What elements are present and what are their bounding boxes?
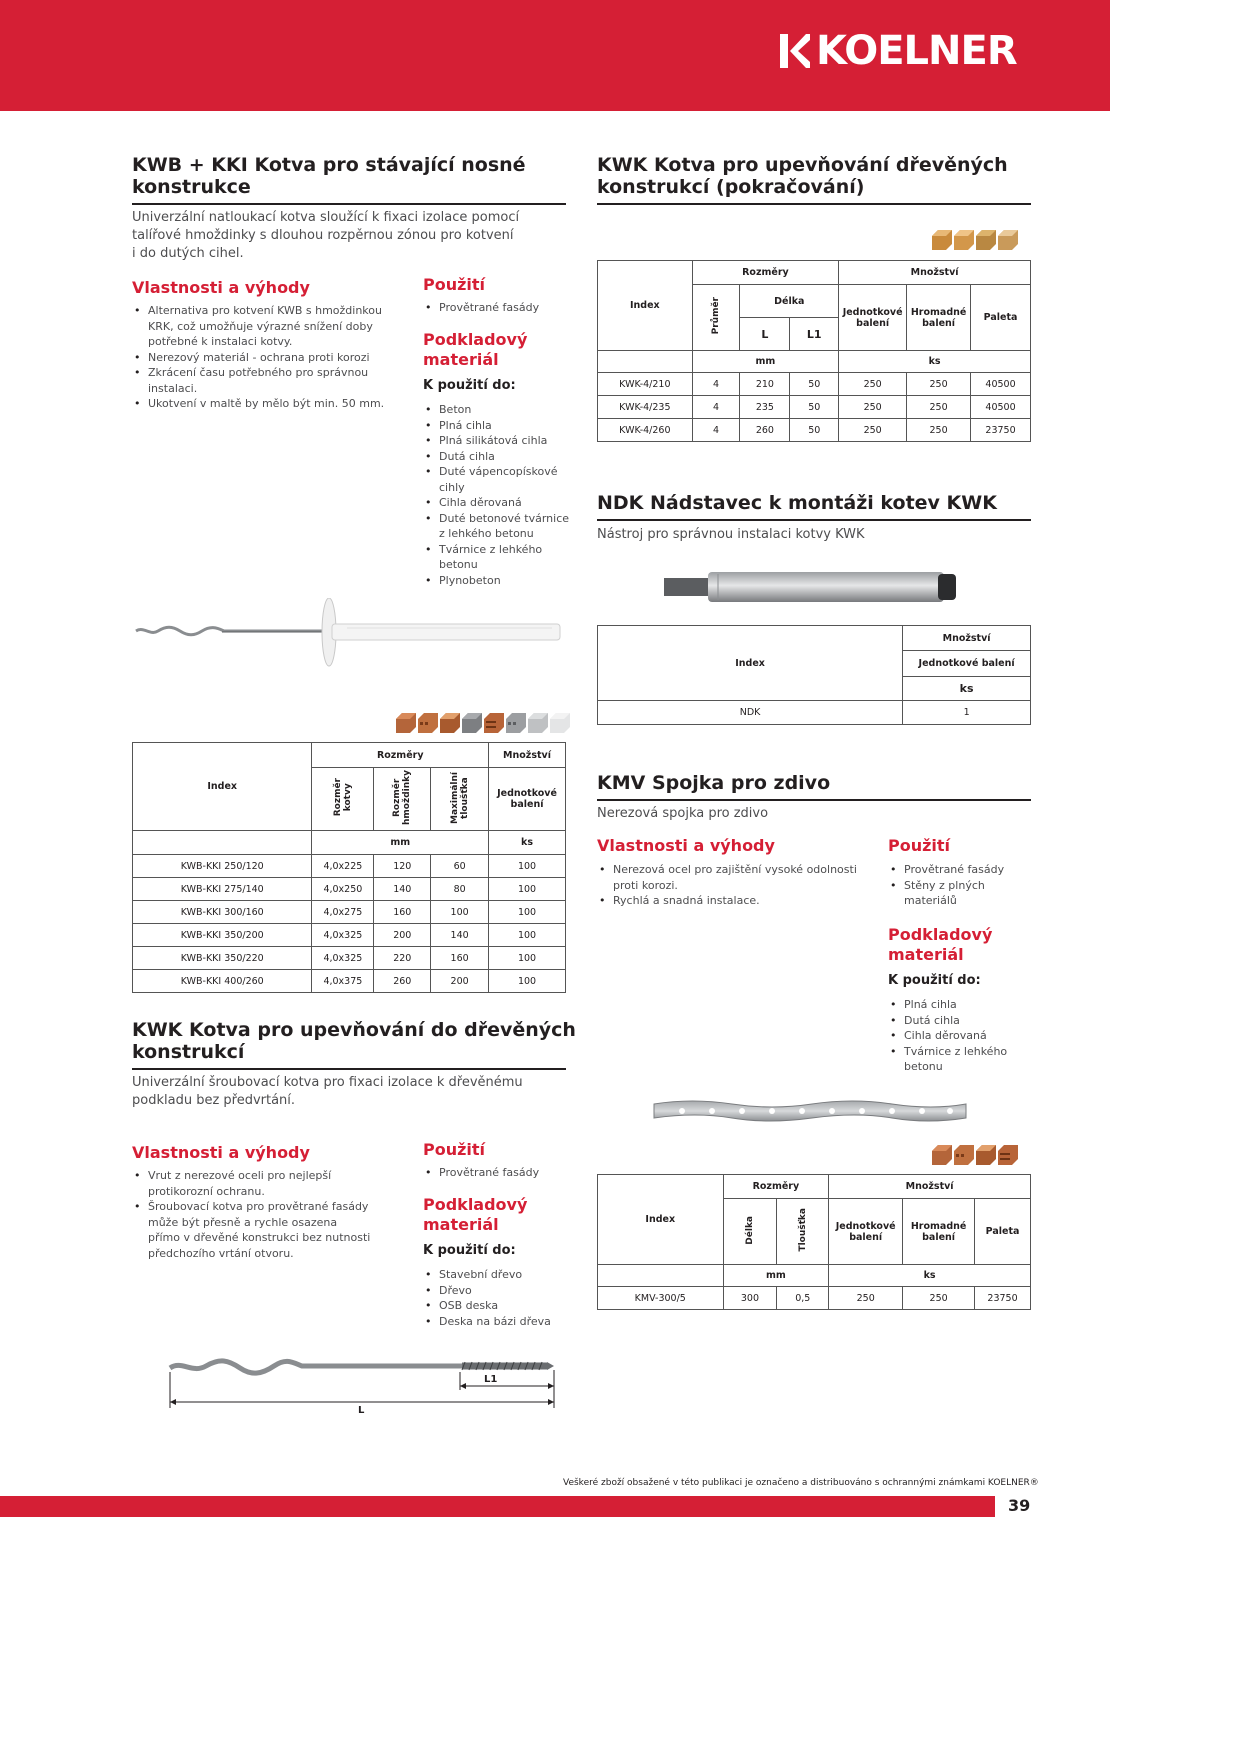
trademark-footnote: Veškeré zboží obsažené v této publikaci je označeno a distribuováno s ochrannými známkami KOELNER® — [563, 1478, 1039, 1488]
kwb-title-line2: konstrukce — [132, 176, 251, 198]
list-item: materiálů — [904, 894, 957, 907]
perforated-brick-icon — [440, 713, 460, 733]
unit-ks: ks — [839, 351, 1031, 373]
list-item: z lehkého betonu — [439, 527, 534, 540]
kwb-props-list — [132, 303, 384, 412]
kwk-title-line1: KWK Kotva pro upevňování do dřevěných — [132, 1019, 576, 1041]
col-header-quantity: Množství — [839, 261, 1031, 285]
header-bar — [0, 0, 1110, 111]
kwk-cont-title-line2: konstrukcí (pokračování) — [597, 176, 865, 198]
kwb-lead-2: talířové hmoždinky s dlouhou rozpěrnou zónou pro kotvení — [132, 228, 514, 243]
kwk-cont-title-rule — [597, 203, 1031, 205]
list-item: betonu — [439, 558, 478, 571]
kwk-props-heading: Vlastnosti a výhody — [132, 1143, 310, 1162]
kwb-lead-3: i do dutých cihel. — [132, 246, 244, 261]
table-row: KWK-4/210 4 210 50 250 250 40500 — [598, 373, 1031, 396]
col-header-diameter: Průměr — [692, 285, 740, 351]
list-item: může být přesně a rychle osazena — [148, 1215, 338, 1229]
list-item: potřebné k instalaci kotvy. — [148, 335, 293, 348]
hollow-brick-icon — [954, 1145, 974, 1165]
table-row: KWB-KKI 300/160 4,0x275 160 100 100 — [133, 901, 566, 924]
kmv-table — [597, 1174, 1031, 1310]
kwb-substrate-for: K použití do: — [423, 378, 516, 393]
kwb-substrate-list — [423, 402, 569, 588]
ndk-tool-image — [662, 568, 958, 608]
kmv-substrate-heading-1: Podkladový — [888, 925, 993, 944]
col-header-dowel-size: Rozměr hmoždinky — [374, 768, 431, 831]
brand-name: KOELNER — [816, 28, 1017, 74]
list-item: proti korozi. — [613, 878, 678, 892]
unit-mm: mm — [692, 351, 838, 373]
koelner-k-icon — [780, 32, 810, 70]
col-header-thickness: Tloušťka — [777, 1199, 829, 1265]
col-header-bulk-pack: Hromadné balení — [907, 285, 971, 351]
aerated-concrete-icon — [550, 713, 570, 733]
col-header-quantity: Množství — [489, 743, 566, 768]
list-item: • Cihla děrovaná — [888, 1028, 1007, 1044]
list-item: • Stěny z plných — [888, 878, 1004, 894]
kmv-substrate-heading-2: materiál — [888, 945, 964, 964]
col-header-length: Délka — [723, 1199, 777, 1265]
col-header-quantity: Množství — [829, 1175, 1031, 1199]
koelner-logo — [780, 30, 1017, 72]
kmv-props-heading: Vlastnosti a výhody — [597, 836, 775, 855]
kwb-title-rule — [132, 203, 566, 205]
list-item: předchozího vrtání otvoru. — [148, 1246, 294, 1260]
unit-ks: ks — [903, 677, 1031, 701]
concrete-icon — [462, 713, 482, 733]
kwk-cont-title-line1: KWK Kotva pro upevňování dřevěných — [597, 154, 1008, 176]
list-item: • Plná cihla — [888, 997, 1007, 1013]
table-row: NDK 1 — [598, 701, 1031, 725]
kwb-substrate-heading-1: Podkladový — [423, 330, 528, 349]
page-number: 39 — [1008, 1496, 1031, 1515]
kmv-substrate-list — [888, 997, 1007, 1075]
osb-board-icon — [976, 230, 996, 250]
list-item: • Dutá cihla — [888, 1013, 1007, 1029]
col-header-unit-pack: Jednotkové balení — [489, 768, 566, 831]
col-header-unit-pack: Jednotkové balení — [839, 285, 907, 351]
col-header-index: Index — [598, 261, 693, 351]
unit-mm: mm — [312, 831, 489, 855]
kmv-lead: Nerezová spojka pro zdivo — [597, 806, 769, 821]
kwb-substrate-icons — [394, 713, 570, 733]
kwk-substrate-heading-2: materiál — [423, 1215, 499, 1234]
table-row: KWK-4/260 4 260 50 250 250 23750 — [598, 419, 1031, 442]
kwk-lead-1: Univerzální šroubovací kotva pro fixaci izolace k dřevěnému — [132, 1075, 523, 1090]
kmv-use-heading: Použití — [888, 836, 951, 855]
ndk-title: NDK Nádstavec k montáži kotev KWK — [597, 492, 997, 514]
col-header-length: Délka — [740, 285, 839, 318]
list-item: • Tvárnice z lehkého — [423, 542, 569, 558]
col-header-anchor-size: Rozměr kotvy — [312, 768, 374, 831]
list-item: • Deska na bázi dřeva — [423, 1314, 551, 1330]
col-header-bulk-pack: Hromadné balení — [903, 1199, 975, 1265]
kwk-table — [597, 260, 1031, 442]
table-row: KWB-KKI 350/220 4,0x325 220 160 100 — [133, 947, 566, 970]
unit-ks: ks — [829, 1265, 1031, 1287]
list-item: • OSB deska — [423, 1298, 551, 1314]
list-item: • Plynobeton — [423, 573, 569, 589]
col-header-index: Index — [598, 626, 903, 701]
table-row: KWB-KKI 350/200 4,0x325 200 140 100 — [133, 924, 566, 947]
wood-icon — [954, 230, 974, 250]
kwb-substrate-heading-2: materiál — [423, 350, 499, 369]
list-item: • Rychlá a snadná instalace. — [597, 893, 857, 909]
list-item: • Nerezová ocel pro zajištění vysoké odolnosti — [597, 862, 857, 878]
kwb-use-list — [423, 300, 539, 316]
unit-mm: mm — [723, 1265, 829, 1287]
kwk-props-list — [132, 1168, 370, 1261]
unit-ks: ks — [489, 831, 566, 855]
list-item: instalaci. — [148, 381, 198, 395]
list-item: • Dutá cihla — [423, 449, 569, 465]
list-item: cihly — [439, 480, 465, 494]
col-header-pallet: Paleta — [975, 1199, 1031, 1265]
table-row: KWB-KKI 400/260 4,0x375 260 200 100 — [133, 970, 566, 993]
kwb-kki-table — [132, 742, 566, 993]
list-item: • Provětrané fasády — [423, 300, 539, 316]
hollow-brick-icon — [418, 713, 438, 733]
list-item: • Duté vápencopískové — [423, 464, 569, 480]
list-item: • Provětrané fasády — [423, 1165, 539, 1181]
list-item: přímo v dřevěné konstrukci bez nutnosti — [148, 1231, 371, 1244]
col-header-l: L — [740, 318, 790, 351]
list-item: • Zkrácení času potřebného pro správnou — [132, 365, 384, 381]
kmv-substrate-icons — [930, 1145, 1018, 1165]
wood-based-board-icon — [998, 230, 1018, 250]
dimension-label-l1: L1 — [484, 1374, 498, 1385]
ndk-title-rule — [597, 519, 1031, 521]
table-row: KWK-4/235 4 235 50 250 250 40500 — [598, 396, 1031, 419]
list-item: KRK, což umožňuje výrazné snížení doby — [148, 319, 373, 333]
table-row: KWB-KKI 250/120 4,0x225 120 60 100 — [133, 855, 566, 878]
col-header-quantity: Množství — [903, 626, 1031, 651]
unit-spacer — [598, 351, 693, 373]
list-item: protikorozní ochranu. — [148, 1184, 265, 1198]
col-header-pallet: Paleta — [971, 285, 1031, 351]
list-item: • Cihla děrovaná — [423, 495, 569, 511]
col-header-l1: L1 — [790, 318, 839, 351]
kmv-substrate-for: K použití do: — [888, 973, 981, 988]
sand-lime-block-icon — [506, 713, 526, 733]
kwb-title-line1: KWB + KKI Kotva pro stávající nosné — [132, 154, 526, 176]
list-item: • Beton — [423, 402, 569, 418]
kwk-substrate-for: K použití do: — [423, 1243, 516, 1258]
perforated-brick-icon — [976, 1145, 996, 1165]
list-item: • Stavební dřevo — [423, 1267, 551, 1283]
dimension-label-l: L — [358, 1405, 365, 1416]
clay-block-icon — [484, 713, 504, 733]
col-header-index: Index — [598, 1175, 724, 1265]
kwk-substrate-list — [423, 1267, 551, 1329]
col-header-dimensions: Rozměry — [312, 743, 489, 768]
list-item: • Plná cihla — [423, 418, 569, 434]
list-item: • Šroubovací kotva pro provětrané fasády — [132, 1199, 370, 1215]
kmv-title: KMV Spojka pro zdivo — [597, 772, 831, 794]
solid-brick-icon — [932, 1145, 952, 1165]
unit-spacer — [133, 831, 312, 855]
kwb-kki-anchor-image — [132, 598, 564, 674]
timber-icon — [932, 230, 952, 250]
kwk-title-line2: konstrukcí — [132, 1041, 245, 1063]
unit-spacer — [598, 1265, 724, 1287]
list-item: • Tvárnice z lehkého — [888, 1044, 1007, 1060]
kmv-tie-image — [652, 1096, 968, 1126]
solid-brick-icon — [396, 713, 416, 733]
kmv-props-list — [597, 862, 857, 909]
kwk-use-heading: Použití — [423, 1140, 486, 1159]
col-header-max-thickness: Maximální tloušťka — [431, 768, 489, 831]
kwk-substrate-icons — [930, 230, 1018, 250]
kmv-use-list — [888, 862, 1004, 909]
col-header-unit-pack: Jednotkové balení — [903, 651, 1031, 677]
lightweight-concrete-icon — [528, 713, 548, 733]
list-item: betonu — [904, 1060, 943, 1073]
footer-bar — [0, 1496, 995, 1517]
kwk-title-rule — [132, 1068, 566, 1070]
col-header-unit-pack: Jednotkové balení — [829, 1199, 903, 1265]
kwb-props-heading: Vlastnosti a výhody — [132, 278, 310, 297]
list-item: • Alternativa pro kotvení KWB s hmoždinkou — [132, 303, 384, 319]
col-header-index: Index — [133, 743, 312, 831]
kwk-use-list — [423, 1165, 539, 1181]
table-row: KMV-300/5 300 0,5 250 250 23750 — [598, 1287, 1031, 1310]
list-item: • Nerezový materiál - ochrana proti korozi — [132, 350, 384, 366]
kwk-substrate-heading-1: Podkladový — [423, 1195, 528, 1214]
col-header-dimensions: Rozměry — [723, 1175, 829, 1199]
list-item: • Provětrané fasády — [888, 862, 1004, 878]
list-item: • Duté betonové tvárnice — [423, 511, 569, 527]
kwb-lead-1: Univerzální natloukací kotva sloužící k fixaci izolace pomocí — [132, 210, 520, 225]
kwb-use-heading: Použití — [423, 275, 486, 294]
table-row: KWB-KKI 275/140 4,0x250 140 80 100 — [133, 878, 566, 901]
list-item: • Plná silikátová cihla — [423, 433, 569, 449]
ndk-lead: Nástroj pro správnou instalaci kotvy KWK — [597, 527, 865, 542]
kmv-title-rule — [597, 799, 1031, 801]
list-item: • Vrut z nerezové oceli pro nejlepší — [132, 1168, 370, 1184]
list-item: • Ukotvení v maltě by mělo být min. 50 mm. — [132, 396, 384, 412]
clay-block-icon — [998, 1145, 1018, 1165]
list-item: • Dřevo — [423, 1283, 551, 1299]
kwk-lead-2: podkladu bez předvrtání. — [132, 1093, 296, 1108]
ndk-table — [597, 625, 1031, 725]
col-header-dimensions: Rozměry — [692, 261, 838, 285]
